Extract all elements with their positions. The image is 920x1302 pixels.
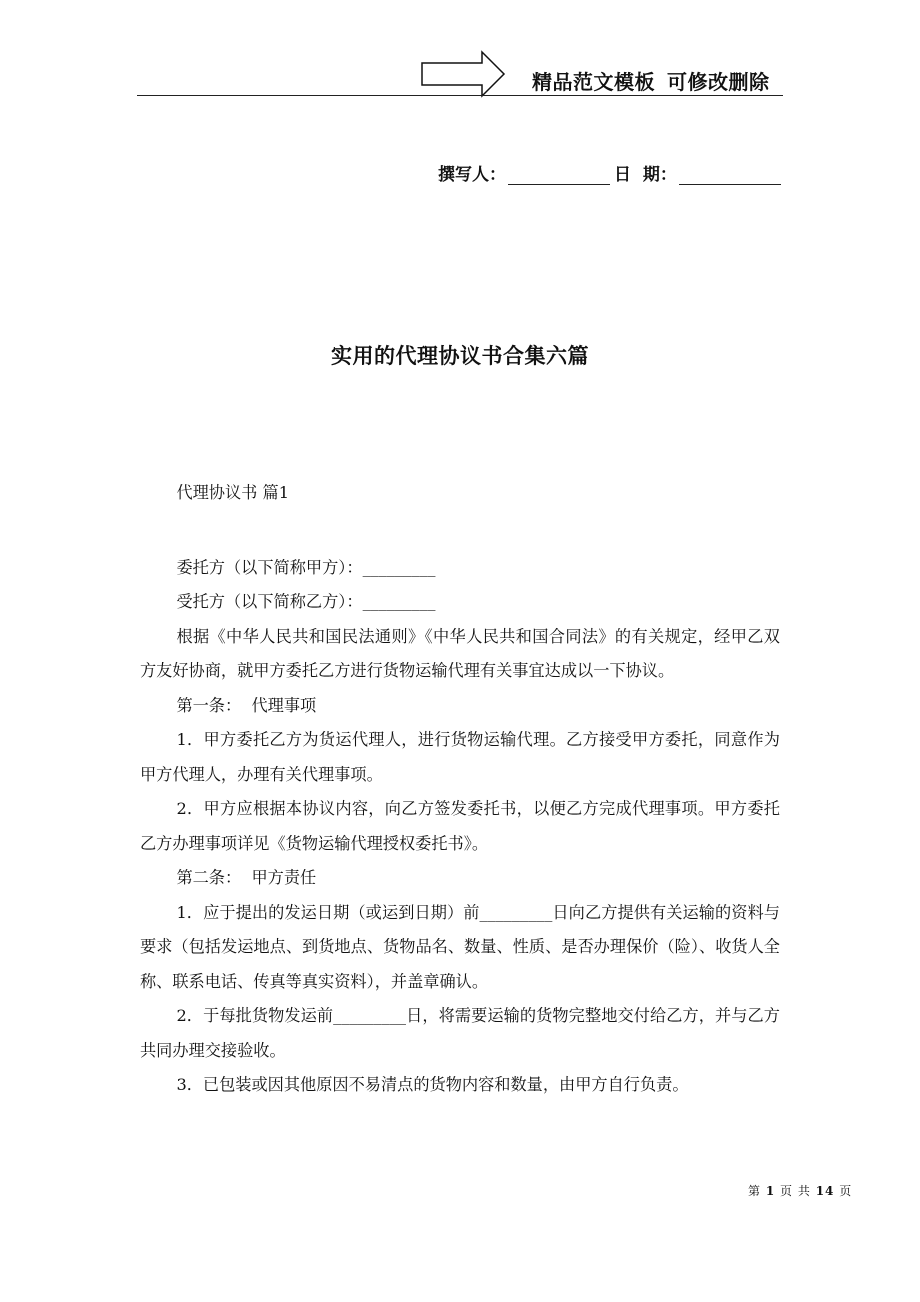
paragraph-preamble: 根据《中华人民共和国民法通则》《中华人民共和国合同法》的有关规定，经甲乙双方友好协商，就甲方委托乙方进行货物运输代理有关事宜达成以一下协议。 [140,626,780,680]
document-title: 实用的代理协议书合集六篇 [331,344,589,368]
footer-suffix: 页 [839,1184,853,1198]
header-tag-quality: 精品范文模板 [532,70,655,94]
article-2-heading: 第二条： 甲方责任 [176,868,317,887]
writer-label: 撰写人： [438,165,506,185]
article-2-clause-2: 2．于每批货物发运前_________日，将需要运输的货物完整地交付给乙方，并与乙方共同办理交接验收。 [140,1006,780,1060]
article-2-clause-1: 1．应于提出的发运日期（或运到日期）前_________日向乙方提供有关运输的资料与要求（包括发运地点、到货地点、货物品名、数量、性质、是否办理保价（险）、收货人全称、联系电话、传真等真实资料），并盖章确认。 [140,902,780,991]
article-1-clause-2: 2．甲方应根据本协议内容，向乙方签发委托书，以便乙方完成代理事项。甲方委托乙方办理事项详见《货物运输代理授权委托书》。 [140,799,780,853]
footer-total-pages: 14 [815,1184,835,1198]
article-2-clause-3: 3．已包装或因其他原因不易清点的货物内容和数量，由甲方自行负责。 [176,1075,689,1094]
date-label: 日 期： [614,165,677,185]
article-1-heading: 第一条： 代理事项 [176,695,317,715]
header-divider [137,95,783,96]
article-1-clause-1: 1．甲方委托乙方为货运代理人，进行货物运输代理。乙方接受甲方委托，同意作为甲方代理人，办理有关代理事项。 [140,730,780,784]
footer-prefix: 第 [748,1184,762,1198]
paragraph-principal: 委托方（以下简称甲方）：_________ [176,557,436,577]
paragraph-agent: 受托方（以下简称乙方）：_________ [176,592,436,611]
writer-blank [508,166,610,185]
page-number-footer [748,1182,852,1199]
section-heading: 代理协议书 篇1 [176,483,290,502]
right-arrow-outline-icon [420,50,506,98]
header-tag-editable: 可修改删除 [667,70,770,94]
document-body [140,476,780,1103]
author-date-line [438,160,785,185]
date-blank [679,166,781,185]
header-template-tag [532,66,770,95]
footer-current-page: 1 [765,1184,776,1198]
footer-middle: 页 共 [780,1184,811,1198]
